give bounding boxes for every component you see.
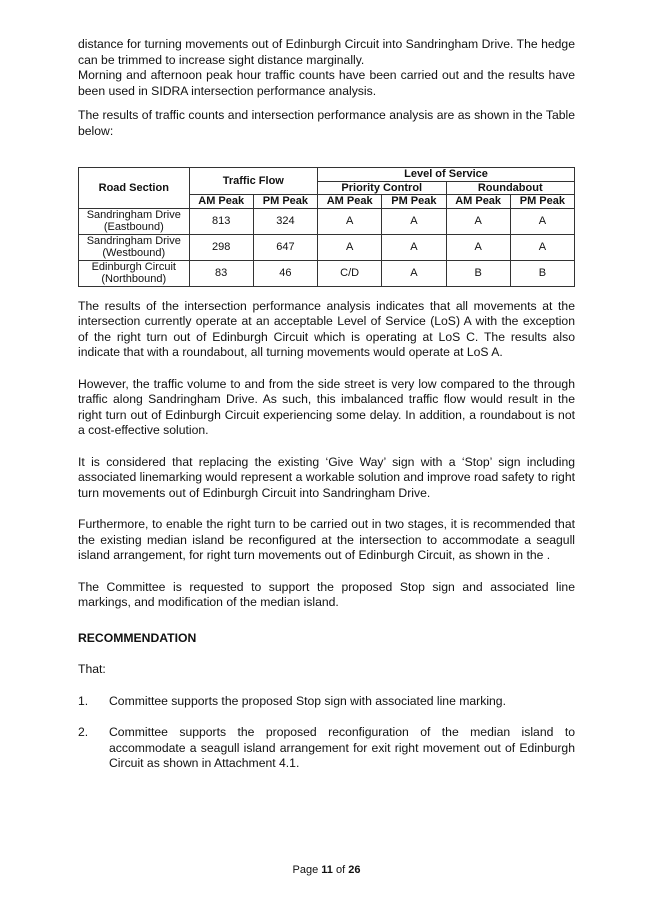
header-pc-pm-peak: PM Peak [382, 195, 446, 209]
header-flow-am-peak: AM Peak [189, 195, 253, 209]
header-rb-pm-peak: PM Peak [510, 195, 574, 209]
header-traffic-flow: Traffic Flow [189, 168, 317, 195]
body-paragraph-1: The results of the intersection performance analysis indicates that all movements at the intersection currently operate at an acceptable Level of Service (LoS) A with the exception of the right turn out of Edinburgh Circuit which is operating at LoS C. The results also indicate that with a roundabout, all turning movements would operate at LoS A. [78, 298, 575, 359]
road-cell: Sandringham Drive (Eastbound) [79, 208, 190, 234]
body-paragraph-2: However, the traffic volume to and from the side street is very low compared to the through traffic along Sandringham Drive. As such, this imbalanced traffic flow would result in the right turn out of Edinburgh Circuit experiencing some delay. In addition, a roundabout is not a cost-effective solution. [78, 376, 575, 437]
header-road-section: Road Section [79, 168, 190, 209]
body-paragraph-4: Furthermore, to enable the right turn to be carried out in two stages, it is recommended that the existing median island be reconfigured at the intersection to accommodate a seagull island arrangement, for right turn movements out of Edinburgh Circuit, as shown in the . [78, 517, 575, 562]
flow-am-cell: 83 [189, 260, 253, 286]
table-row [79, 234, 575, 260]
intro-paragraph-1: distance for turning movements out of Edinburgh Circuit into Sandringham Drive. The hedge can be trimmed to increase sight distance marginally. [78, 37, 575, 67]
page-footer: Page 11 of 26 [292, 864, 361, 876]
header-pc-am-peak: AM Peak [318, 195, 382, 209]
recommendation-intro: That: [78, 662, 106, 676]
header-flow-pm-peak: PM Peak [253, 195, 317, 209]
header-level-of-service: Level of Service [318, 168, 575, 182]
flow-am-cell: 813 [189, 208, 253, 234]
rb-pm-cell: B [510, 260, 574, 286]
rb-pm-cell: A [510, 234, 574, 260]
table-row [79, 208, 575, 234]
road-cell: Sandringham Drive (Westbound) [79, 234, 190, 260]
list-item-text: Committee supports the proposed Stop sign with associated line marking. [109, 693, 506, 708]
los-results-table [78, 167, 575, 287]
recommendation-list [78, 694, 575, 772]
table-row [79, 260, 575, 286]
pc-am-cell: A [318, 208, 382, 234]
pc-pm-cell: A [382, 208, 446, 234]
header-priority-control: Priority Control [318, 181, 446, 195]
list-item-number: 1. [78, 693, 89, 708]
intro-paragraph-2: Morning and afternoon peak hour traffic counts have been carried out and the results have been used in SIDRA intersection performance analysis. [78, 68, 575, 98]
rb-am-cell: B [446, 260, 510, 286]
flow-am-cell: 298 [189, 234, 253, 260]
rb-pm-cell: A [510, 208, 574, 234]
list-item-text: Committee supports the proposed reconfiguration of the median island to accommodate a seagull island arrangement for exit right movement out of Edinburgh Circuit as shown in Attachment 4.1. [109, 725, 575, 770]
rb-am-cell: A [446, 208, 510, 234]
body-paragraph-3: It is considered that replacing the existing ‘Give Way’ sign with a ‘Stop’ sign including associated linemarking would represent a workable solution and improve road safety to right turn movements out of Edinburgh Circuit into Sandringham Drive. [78, 454, 575, 500]
document-page [78, 37, 575, 772]
header-rb-am-peak: AM Peak [446, 195, 510, 209]
flow-pm-cell: 46 [253, 260, 317, 286]
flow-pm-cell: 647 [253, 234, 317, 260]
pc-pm-cell: A [382, 234, 446, 260]
pc-am-cell: A [318, 234, 382, 260]
recommendation-heading: RECOMMENDATION [78, 630, 197, 645]
pc-am-cell: C/D [318, 260, 382, 286]
body-paragraph-5: The Committee is requested to support the proposed Stop sign and associated line markings, and modification of the median island. [78, 579, 575, 609]
header-roundabout: Roundabout [446, 181, 575, 195]
pc-pm-cell: A [382, 260, 446, 286]
list-item [78, 694, 575, 710]
road-cell: Edinburgh Circuit (Northbound) [79, 260, 190, 286]
current-page-number: 11 [321, 864, 333, 876]
list-item [78, 725, 575, 772]
intro-paragraph-3: The results of traffic counts and intersection performance analysis are as shown in the Table below: [78, 108, 575, 138]
rb-am-cell: A [446, 234, 510, 260]
flow-pm-cell: 324 [253, 208, 317, 234]
total-page-count: 26 [348, 864, 361, 876]
list-item-number: 2. [78, 725, 89, 739]
